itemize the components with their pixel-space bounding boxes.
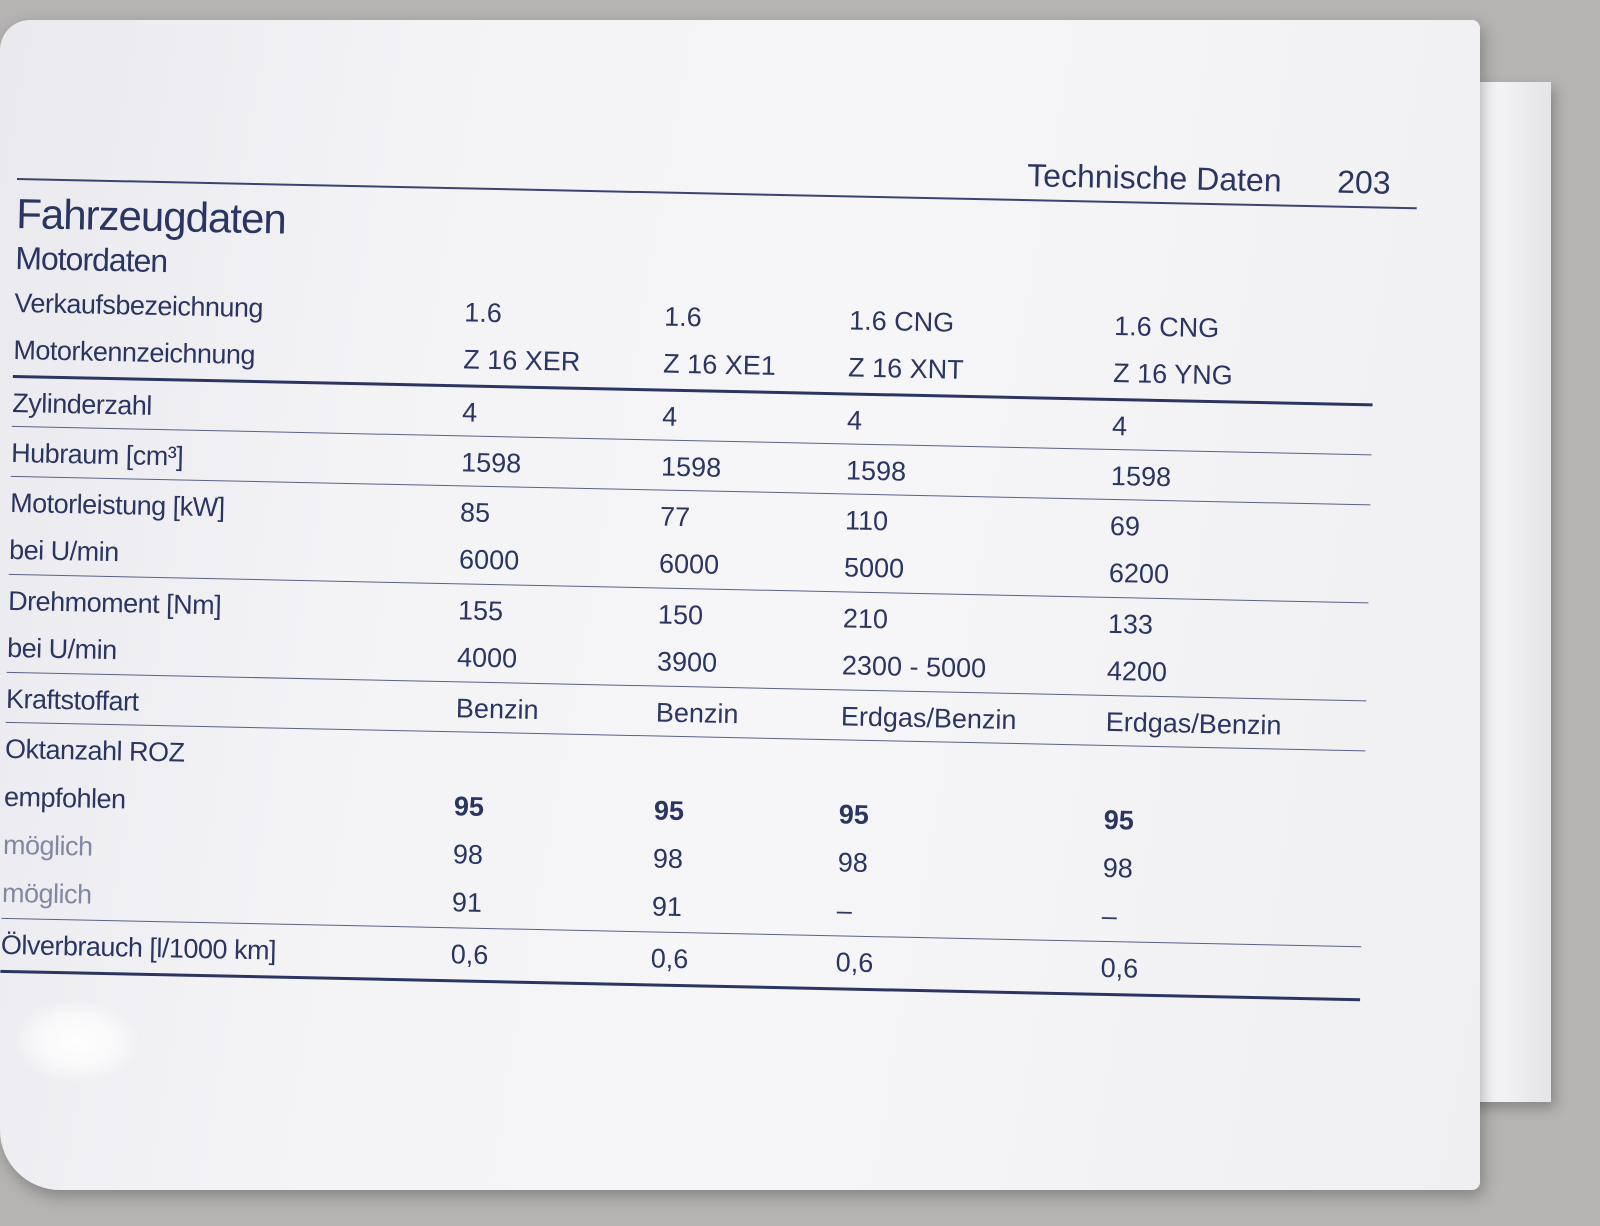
cell-power-rpm-3: 5000 <box>843 552 905 584</box>
label-power: Motorleistung [kW] <box>9 487 226 523</box>
cell-octane-recommended-1: 95 <box>453 791 485 822</box>
cell-oil-consumption-4: 0,6 <box>1100 952 1139 984</box>
label-torque-rpm: bei U/min <box>6 632 117 666</box>
cell-engine-code-1: Z 16 XER <box>462 344 581 377</box>
label-cylinders: Zylinderzahl <box>11 387 153 421</box>
cell-displacement-2: 1598 <box>660 451 722 483</box>
cell-power-rpm-4: 6200 <box>1108 557 1170 590</box>
cell-oil-consumption-2: 0,6 <box>650 943 689 975</box>
cell-octane-possible-4: 98 <box>1102 852 1134 884</box>
cell-oil-consumption-1: 0,6 <box>450 939 489 971</box>
running-title: Technische Daten <box>1026 157 1282 199</box>
cell-octane-recommended-4: 95 <box>1103 804 1135 836</box>
label-torque: Drehmoment [Nm] <box>7 585 222 621</box>
cell-torque-rpm-1: 4000 <box>456 642 518 674</box>
cell-engine-code-3: Z 16 XNT <box>847 352 965 385</box>
cell-sales-1: 1.6 <box>463 297 503 329</box>
cell-displacement-4: 1598 <box>1110 460 1172 493</box>
label-octane: Oktanzahl ROZ <box>4 733 185 768</box>
cell-sales-2: 1.6 <box>663 301 703 333</box>
cell-fuel-type-2: Benzin <box>655 697 739 730</box>
label-oil-consumption: Ölverbrauch [l/1000 km] <box>0 929 277 966</box>
cell-power-4: 69 <box>1109 510 1141 542</box>
cell-engine-code-2: Z 16 XE1 <box>662 348 777 381</box>
cell-octane-possible-low-1: 91 <box>451 887 483 918</box>
cell-cylinders-4: 4 <box>1111 410 1128 442</box>
cell-octane-possible-2: 98 <box>652 843 684 875</box>
cell-cylinders-1: 4 <box>461 397 478 428</box>
cell-octane-recommended-2: 95 <box>653 795 685 827</box>
cell-torque-3: 210 <box>842 603 889 635</box>
cell-displacement-3: 1598 <box>845 455 907 487</box>
cell-octane-possible-low-2: 91 <box>651 891 683 923</box>
label-fuel-type: Kraftstoffart <box>5 683 139 717</box>
cell-displacement-1: 1598 <box>460 447 522 479</box>
label-engine-code: Motorkennzeichnung <box>13 334 256 371</box>
cell-torque-rpm-4: 4200 <box>1106 655 1168 688</box>
cell-octane-possible-3: 98 <box>837 847 869 878</box>
section-title: Fahrzeugdaten <box>15 189 287 243</box>
cell-torque-rpm-2: 3900 <box>656 646 718 678</box>
label-displacement: Hubraum [cm³] <box>10 437 184 472</box>
cell-torque-2: 150 <box>657 599 704 631</box>
cell-power-rpm-1: 6000 <box>458 544 520 576</box>
label-sales-designation: Verkaufsbezeichnung <box>14 287 264 324</box>
cell-power-2: 77 <box>659 501 691 533</box>
cell-fuel-type-3: Erdgas/Benzin <box>840 701 1017 736</box>
cell-octane-recommended-3: 95 <box>838 799 870 830</box>
cell-oil-consumption-3: 0,6 <box>835 947 874 979</box>
row-rule <box>12 426 1372 455</box>
cell-power-3: 110 <box>844 505 889 537</box>
page-number: 203 <box>1336 163 1391 201</box>
cell-octane-possible-low-4: – <box>1101 900 1118 932</box>
cell-sales-3: 1.6 CNG <box>848 305 955 338</box>
cell-power-rpm-2: 6000 <box>658 548 720 580</box>
cell-cylinders-3: 4 <box>846 405 863 436</box>
cell-torque-1: 155 <box>457 595 504 627</box>
label-octane-possible-low: möglich <box>1 877 92 910</box>
cell-octane-possible-low-3: – <box>836 895 853 926</box>
light-glare <box>16 1000 138 1082</box>
cell-octane-possible-1: 98 <box>452 839 484 870</box>
manual-page <box>0 20 1480 1190</box>
cell-sales-4: 1.6 CNG <box>1113 311 1220 344</box>
cell-torque-4: 133 <box>1107 608 1154 640</box>
cell-power-1: 85 <box>459 497 491 528</box>
label-octane-recommended: empfohlen <box>3 781 126 815</box>
cell-cylinders-2: 4 <box>661 401 678 432</box>
sub-title: Motordaten <box>14 239 168 280</box>
cell-fuel-type-4: Erdgas/Benzin <box>1105 706 1282 741</box>
label-octane-possible: möglich <box>2 829 93 862</box>
label-power-rpm: bei U/min <box>8 534 120 568</box>
cell-fuel-type-1: Benzin <box>455 693 539 726</box>
cell-torque-rpm-3: 2300 - 5000 <box>841 650 987 684</box>
cell-engine-code-4: Z 16 YNG <box>1112 357 1234 391</box>
page-content <box>0 130 1418 1059</box>
